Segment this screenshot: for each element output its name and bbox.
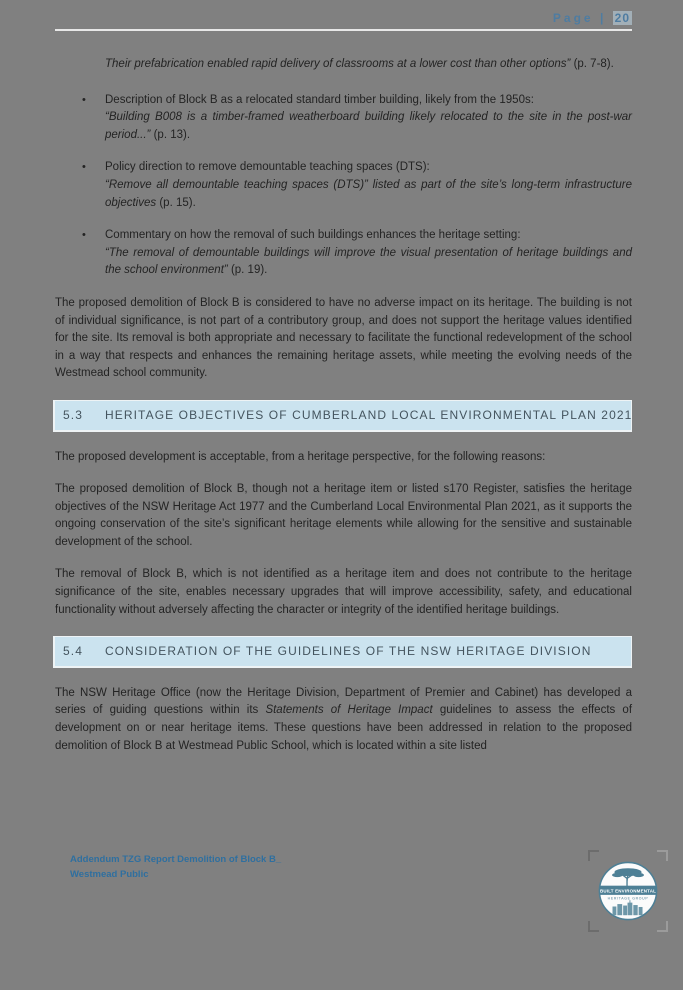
paragraph-acceptable: The proposed development is acceptable, from a heritage perspective, for the following reasons: (55, 450, 546, 463)
logo-text-line1: BUILT ENVIRONMENTAL (599, 888, 657, 894)
bullet-icon: • (82, 229, 86, 242)
bullet-list (55, 92, 632, 280)
section-title: HERITAGE OBJECTIVES OF CUMBERLAND LOCAL ENVIRONMENTAL PLAN 2021 (104, 407, 633, 422)
section-number: 5.4 (63, 644, 83, 659)
crop-mark-icon (657, 921, 668, 932)
list-item (55, 92, 632, 145)
bullet-lead-text: Policy direction to remove demountable teaching spaces (DTS): (105, 161, 430, 174)
section-number: 5.3 (63, 407, 83, 422)
list-item (55, 159, 632, 212)
quote-page-ref: (p. 7-8). (573, 58, 614, 70)
page-number-value: 20 (614, 11, 630, 25)
header-rule (55, 29, 632, 31)
quote-page-ref: (p. 19). (230, 264, 268, 277)
company-logo (588, 850, 668, 932)
list-item (55, 227, 632, 280)
crop-mark-icon (588, 921, 599, 932)
footer-report-title: Addendum TZG Report Demolition of Block B_ (70, 854, 282, 865)
paragraph-lep-objectives: The proposed demolition of Block B, though not a heritage item or listed s170 Register, satisfies the heritage objectives of the NSW Heritage Act 1977 and the Cumberland Local Environmental Plan 2021, as it supports the ongoing conservation of the site’s significant heritage elements while allowing for the sensitive and sustainable development of the school. (55, 483, 632, 548)
quote-page-ref: (p. 15). (159, 196, 196, 209)
bullet-lead-text: Commentary on how the removal of such buildings enhances the heritage setting: (105, 229, 521, 242)
paragraph-text: The NSW Heritage Office (now the Heritage Division, Department of Premier and Cabinet) has developed a series of guiding questions within its (55, 686, 632, 717)
quote-text: Their prefabrication enabled rapid delivery of classrooms at a lower cost than other options” (105, 58, 571, 70)
paragraph-text: guidelines to assess the effects of development on or near heritage items. These questions have been addressed in relation to the proposed demolition of Block B at Westmead Public School, which is located within a site listed (55, 704, 633, 752)
quote-text: “Building B008 is a timber-framed weatherboard building likely relocated to the site in the post-war period...” (105, 111, 632, 141)
section-title: CONSIDERATION OF THE GUIDELINES OF THE NSW HERITAGE DIVISION (104, 644, 592, 659)
bullet-quote (105, 245, 632, 280)
document-footer (70, 852, 281, 882)
bullet-quote (105, 109, 632, 144)
quote-text: “The removal of demountable buildings will improve the visual presentation of heritage buildings and the school environment” (105, 246, 632, 277)
bullet-icon: • (82, 93, 86, 106)
section-heading-5-3 (53, 400, 632, 432)
quote-text: “Remove all demountable teaching spaces (DTS)” listed as part of the site’s long-term infrastructure objectives (105, 178, 632, 209)
section-heading-5-4 (53, 636, 632, 668)
bullet-icon: • (82, 161, 86, 174)
paragraph-heritage-office (55, 685, 632, 755)
heritage-group-logo-icon (597, 860, 659, 922)
page-number-label: Page (552, 11, 594, 25)
logo-text-line2: HERITAGE GROUP (607, 896, 649, 901)
page-number-separator: | (599, 11, 607, 25)
bullet-lead-text: Description of Block B as a relocated standard timber building, likely from the 1950s: (105, 93, 534, 106)
footer-school-name: Westmead Public (70, 869, 149, 880)
paragraph-removal-benefits: The removal of Block B, which is not identified as a heritage item and does not contribute to the heritage significance of the site, enables necessary upgrades that will improve accessibility, safety, and educational functionality without adversely affecting the character or integrity of the identified heritage buildings. (55, 568, 632, 616)
page-content (55, 56, 632, 770)
continued-quote-block (105, 56, 632, 74)
quote-page-ref: (p. 13). (153, 128, 191, 141)
page-header (553, 11, 632, 25)
guideline-title-italic: Statements of Heritage Impact (265, 704, 433, 717)
paragraph-demolition-summary: The proposed demolition of Block B is considered to have no adverse impact on its heritage. The building is not of individual significance, is not part of a contributory group, and does not support the heritage values identified for the site. Its removal is both appropriate and necessary to facilitate the functional redevelopment of the school in a way that respects and enhances the remaining heritage assets, while meeting the evolving needs of the Westmead school community. (55, 296, 632, 380)
bullet-quote (105, 177, 632, 212)
